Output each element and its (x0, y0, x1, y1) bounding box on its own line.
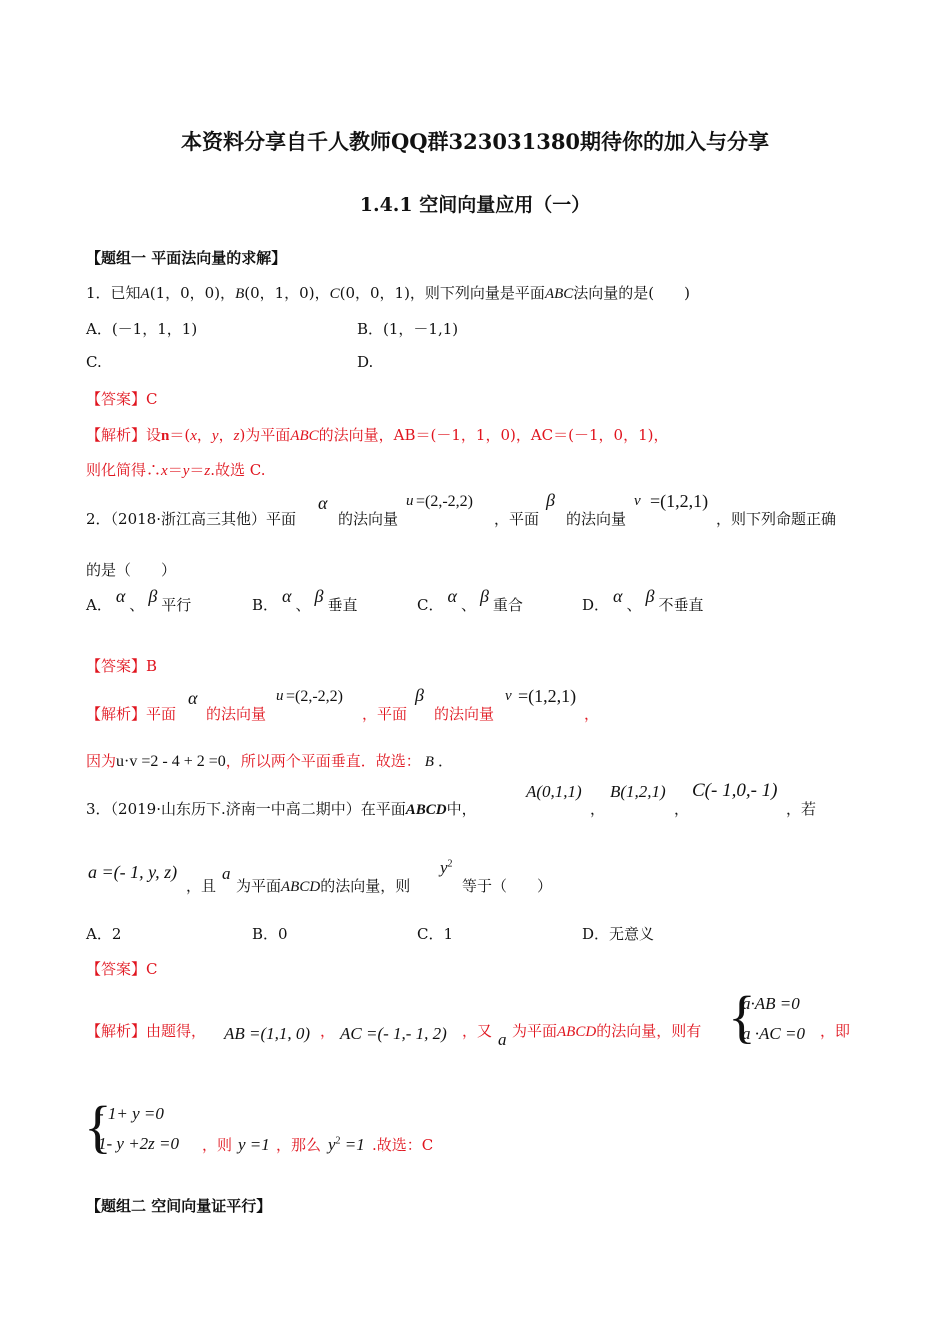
q3-answer: 【答案】C (86, 960, 158, 978)
page-header: 本资料分享自千人教师QQ群323031380期待你的加入与分享 (180, 129, 770, 154)
q1-answer: 【答案】C (86, 390, 158, 408)
q3-y-sq: $y^2$ (440, 858, 453, 877)
q2-exp-tag: 【解析】平面 (86, 705, 177, 723)
q2-exp-u: u (276, 688, 284, 704)
q3-y-equals-1: y =1 (238, 1135, 270, 1154)
q3-exp-a: 【解析】由题得， (86, 1022, 207, 1040)
q3-exp-line2-c: .故选：C (372, 1136, 434, 1154)
q3-option-b: B．0 (252, 925, 288, 943)
q3-exp-a-vec: a (498, 1030, 507, 1049)
page-title: 1.4.1 空间向量应用（一） (359, 194, 591, 216)
q2-stem-e: ，则下列命题正确 (716, 510, 837, 528)
q3-ab-vector: AB =(1,1, 0) (224, 1024, 311, 1043)
q1-stem: 1．已知A(1，0，0)，B(0，1，0)，C(0，0，1)，则下列向量是平面ABC法向量的是( ) (86, 284, 690, 302)
q1-explanation-line2: 则化简得∴x＝y＝z.故选 C. (86, 461, 266, 479)
q2-u: u (406, 493, 414, 509)
q2-stem-b: 的法向量 (338, 510, 399, 528)
q3-y-squared: $y^2 =1$ (328, 1135, 365, 1154)
q2-stem-a: 2．（2018·浙江高三其他）平面 (86, 510, 296, 528)
q3-stem-e: 为平面ABCD的法向量，则 (236, 877, 411, 895)
q2-exp-b: 的法向量 (206, 705, 267, 723)
q3-point-a: A(0,1,1) (526, 782, 582, 801)
q2-v-value: =(1,2,1) (650, 491, 709, 511)
q3-a: a (222, 864, 231, 883)
q2-stem-d: 的法向量 (566, 510, 627, 528)
q3-stem-d: ，且 (186, 877, 217, 895)
q3-system1-brace: { (728, 984, 756, 1049)
q3-stem-g: 等于（ ） (462, 877, 553, 895)
q2-exp-u-value: =(2,-2,2) (286, 688, 344, 705)
q2-option-d: D． α 、 β 不垂直 (582, 586, 704, 614)
q2-stem-c: ，平面 (494, 510, 540, 528)
q1-option-d: D. (357, 353, 374, 371)
q2-option-b: B． α 、 β 垂直 (252, 586, 358, 614)
q2-u-value: =(2,-2,2) (416, 493, 474, 510)
q2-option-a: A． α 、 β 平行 (86, 586, 192, 614)
q2-exp-c: ，平面 (362, 705, 408, 723)
q3-point-b: B(1,2,1) (610, 782, 666, 801)
q1-option-b: B．(1，－1,1) (357, 320, 459, 338)
q2-alpha: α (318, 493, 328, 513)
q2-exp-v: v (505, 688, 512, 704)
q2-exp-line2: 因为u·v =2 - 4 + 2 =0，所以两个平面垂直．故选： B ． (86, 752, 453, 770)
q3-system1-line2: a ·AC =0 (742, 1024, 805, 1043)
q1-explanation-line1: 【解析】设n＝(x，y，z)为平面ABC的法向量，AB＝(－1，1，0)，AC＝(－1，0，1)， (86, 426, 669, 444)
q3-stem-c: ，若 (786, 800, 817, 818)
q3-exp-b: ，又 (462, 1022, 493, 1040)
q2-answer: 【答案】B (86, 657, 158, 675)
q3-point-c: C(- 1,0,- 1) (692, 780, 778, 801)
q3-exp-e: ，即 (820, 1022, 851, 1040)
q2-exp-alpha: α (188, 688, 198, 708)
q2-beta: β (546, 490, 555, 510)
q3-exp-line2-a: ，则 (202, 1136, 233, 1154)
q2-exp-v-value: =(1,2,1) (518, 686, 577, 706)
q2-v: v (634, 493, 641, 509)
q3-option-a: A．2 (86, 925, 122, 943)
q2-option-c: C． α 、 β 重合 (417, 586, 523, 614)
q2-exp-beta: β (415, 685, 424, 705)
q3-option-c: C．1 (417, 925, 454, 943)
q2-stem-f: 的是（ ） (86, 561, 177, 579)
q3-system1-line1: a·AB =0 (742, 994, 800, 1013)
q2-exp-e: ， (584, 705, 600, 723)
q3-system2-brace: { (84, 1094, 112, 1159)
q3-comma1: ， (590, 800, 606, 818)
group1-heading: 【题组一 平面法向量的求解】 (86, 249, 287, 267)
q1-option-a: A．(－1，1，1) (86, 320, 198, 338)
q3-comma3: ， (320, 1022, 336, 1040)
q3-exp-c: 为平面ABCD的法向量，则有 (512, 1022, 702, 1040)
q3-stem-a: 3．（2019·山东历下.济南一中高二期中）在平面ABCD中， (86, 800, 477, 818)
q1-option-c: C. (86, 353, 102, 371)
q3-exp-line2-b: ，那么 (276, 1136, 322, 1154)
q3-system2-line1: - 1+ y =0 (98, 1104, 164, 1123)
q2-exp-d: 的法向量 (434, 705, 495, 723)
q3-comma2: ， (674, 800, 690, 818)
q3-system2-line2: 1- y +2z =0 (98, 1134, 180, 1153)
q3-ac-vector: AC =(- 1,- 1, 2) (340, 1024, 447, 1043)
group2-heading: 【题组二 空间向量证平行】 (86, 1197, 272, 1215)
q3-option-d: D．无意义 (582, 925, 655, 943)
q3-a-vector: a =(- 1, y, z) (88, 862, 178, 882)
